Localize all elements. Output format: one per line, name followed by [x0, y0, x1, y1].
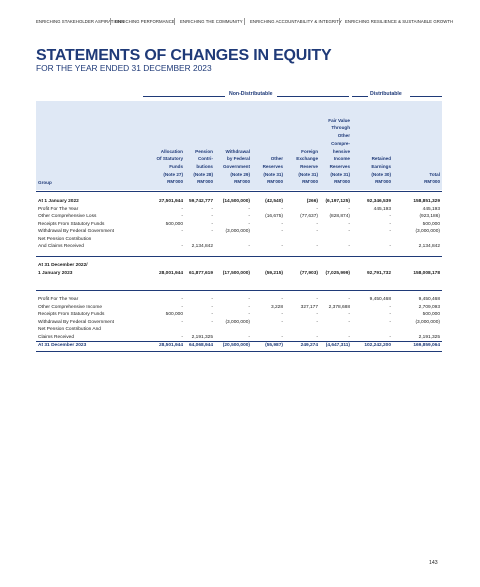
distributable-banner [352, 91, 442, 101]
table-cell: (55,987) [265, 343, 283, 348]
row-label: Net Pension Contribution And [38, 327, 101, 332]
table-cell: - [248, 214, 250, 219]
row-label: Receipts From Statutory Funds [38, 221, 105, 227]
table-cell: - [281, 229, 283, 234]
table-cell: - [211, 312, 213, 317]
non-distributable-banner [143, 91, 349, 101]
row-label: And Claims Received [38, 244, 84, 249]
table-cell: - [281, 334, 283, 340]
table-cell: (59,215) [265, 270, 283, 276]
table-cell: (7,025,999) [325, 270, 350, 276]
table-cell: (77,903) [300, 270, 318, 276]
table-cell: 500,000 [165, 312, 183, 317]
table-cell: - [389, 214, 391, 219]
table-cell: - [248, 206, 250, 212]
table-cell: 61,877,619 [188, 270, 213, 276]
non-distributable-label: Non-Distributable [229, 91, 273, 97]
column-header: Retained Earnings (Note 30) RM'000 [371, 156, 391, 185]
table-cell: 28,501,944 [158, 343, 183, 348]
table-cell: (266) [306, 199, 318, 204]
table-cell: 445,193 [422, 206, 440, 212]
table-cell: - [181, 319, 183, 325]
nav-item-performance[interactable]: ENRICHING PERFORMANCE [115, 19, 175, 24]
table-cell: - [211, 214, 213, 219]
table-cell: (3,000,000) [415, 319, 440, 325]
nav-item-accountability[interactable]: ENRICHING ACCOUNTABILITY & INTEGRITY [250, 19, 342, 24]
column-header: Allocation Of Statutory Funds (Note 27) RM'000 [156, 148, 183, 185]
table-cell: 2,134,842 [191, 244, 213, 249]
table-cell: 500,000 [422, 221, 440, 227]
table-cell: - [248, 244, 250, 249]
total-rule-top [36, 341, 442, 342]
table-cell: (42,540) [265, 199, 283, 204]
nav-divider [174, 18, 175, 25]
nav-divider [244, 18, 245, 25]
table-cell: - [181, 304, 183, 310]
table-cell: (14,500,000) [222, 199, 250, 204]
table-cell: (16,675) [265, 214, 283, 219]
table-cell: 27,501,944 [158, 199, 183, 204]
column-header: Total RM'000 [424, 171, 440, 185]
table-cell: (77,637) [300, 214, 318, 219]
table-cell: (3,000,000) [415, 229, 440, 234]
table-cell: - [348, 334, 350, 340]
table-cell: - [316, 244, 318, 249]
table-cell: (828,874) [329, 214, 350, 219]
table-cell: - [248, 297, 250, 302]
table-cell: 3,228 [270, 304, 283, 310]
top-navigation [0, 0, 480, 28]
table-cell: 92,346,539 [366, 199, 391, 204]
table-cell: - [181, 244, 183, 249]
table-cell: - [211, 304, 213, 310]
table-cell: - [316, 229, 318, 234]
table-cell: - [389, 312, 391, 317]
table-cell: - [316, 312, 318, 317]
table-cell: - [389, 221, 391, 227]
row-label: At 1 January 2022 [38, 199, 79, 204]
row-label: Net Pension Contribution [38, 236, 92, 242]
table-cell: - [281, 312, 283, 317]
table-cell: - [248, 304, 250, 310]
table-cell: - [316, 206, 318, 212]
table-cell: - [281, 297, 283, 302]
table-cell: (17,500,000) [222, 270, 250, 276]
table-cell: 102,242,200 [364, 343, 391, 348]
table-cell: 158,851,329 [413, 199, 440, 204]
table-cell: 59,742,777 [188, 199, 213, 204]
page-number: 143 [429, 560, 438, 566]
table-cell: - [316, 297, 318, 302]
table-cell: - [316, 319, 318, 325]
table-cell: 64,068,944 [188, 343, 213, 348]
table-cell: 445,193 [373, 206, 391, 212]
table-cell: - [316, 221, 318, 227]
section-rule [36, 256, 442, 257]
row-label: At 31 December 2023 [38, 343, 87, 348]
table-cell: (4,647,311) [325, 343, 350, 348]
nav-item-stakeholder[interactable]: ENRICHING STAKEHOLDER ASPIRATIONS [36, 19, 125, 24]
table-cell: 169,859,064 [413, 343, 440, 348]
table-cell: - [181, 206, 183, 212]
column-header: Withdrawal by Federal Government (Note 29) RM'000 [222, 148, 250, 185]
table-cell: - [181, 297, 183, 302]
table-cell: 28,001,944 [158, 270, 183, 276]
row-label: Withdrawal By Federal Government [38, 319, 114, 325]
table-cell: 500,000 [422, 312, 440, 317]
table-cell: - [281, 221, 283, 227]
table-cell: - [389, 319, 391, 325]
group-label: Group [38, 180, 52, 185]
table-cell: - [348, 297, 350, 302]
row-label: Receipts From Statutory Funds [38, 312, 105, 317]
table-cell: 158,008,178 [413, 270, 440, 276]
column-header: Foreign Exchange Reserve (Note 31) RM'000 [296, 148, 318, 185]
table-cell: 327,177 [300, 304, 318, 310]
table-cell: - [389, 244, 391, 249]
table-cell: 2,709,093 [418, 304, 440, 310]
column-header: Other Reserves (Note 31) RM'000 [262, 156, 283, 185]
table-cell: - [348, 244, 350, 249]
nav-divider [339, 18, 340, 25]
table-cell: - [348, 312, 350, 317]
table-cell: 9,450,468 [369, 297, 391, 302]
row-label: At 31 December 2022/ [38, 263, 88, 268]
row-label: Other Comprehensive Income [38, 304, 102, 310]
page-title: STATEMENTS OF CHANGES IN EQUITY [36, 47, 332, 64]
table-row [36, 244, 442, 252]
nav-item-community[interactable]: ENRICHING THE COMMUNITY [180, 19, 243, 24]
table-cell: - [211, 229, 213, 234]
table-cell: - [248, 221, 250, 227]
table-cell: - [389, 334, 391, 340]
table-cell: - [211, 221, 213, 227]
table-cell: - [181, 229, 183, 234]
table-cell: (3,000,000) [225, 319, 250, 325]
row-label: Other Comprehensive Loss [38, 214, 97, 219]
row-label: 1 January 2023 [38, 270, 73, 276]
nav-divider [110, 18, 111, 25]
column-header: Pension Contri- butions (Note 28) RM'000 [193, 148, 213, 185]
table-cell: - [211, 206, 213, 212]
table-cell: - [181, 334, 183, 340]
table-cell: - [281, 206, 283, 212]
table-cell: 9,450,468 [418, 297, 440, 302]
section-rule [36, 290, 442, 291]
row-label: Claims Received [38, 334, 74, 340]
nav-item-resilience[interactable]: ENRICHING RESILIENCE & SUSTAINABLE GROWTH [345, 19, 454, 24]
table-cell: (3,000,000) [225, 229, 250, 234]
header-rule [36, 191, 442, 192]
table-cell: - [248, 312, 250, 317]
table-cell: - [316, 334, 318, 340]
table-cell: (923,186) [419, 214, 440, 219]
table-cell: - [281, 319, 283, 325]
table-cell: 92,791,732 [366, 270, 391, 276]
page-subtitle: FOR THE YEAR ENDED 31 DECEMBER 2023 [36, 63, 212, 73]
table-cell: 2,134,842 [418, 244, 440, 249]
table-cell: 2,191,325 [191, 334, 213, 340]
table-cell: 2,378,688 [328, 304, 350, 310]
table-cell: - [348, 206, 350, 212]
table-cell: 249,274 [300, 343, 318, 348]
table-cell: 2,191,325 [418, 334, 440, 340]
table-cell: 500,000 [165, 221, 183, 227]
distributable-label: Distributable [370, 91, 402, 97]
table-cell: - [281, 244, 283, 249]
table-cell: - [181, 214, 183, 219]
row-label: Profit For The Year [38, 206, 79, 212]
table-cell: - [211, 297, 213, 302]
column-header: Fair Value Through Other Compre- hensive Income Reserves (Note 31) RM'000 [328, 117, 350, 185]
table-cell: - [348, 319, 350, 325]
table-cell: - [211, 319, 213, 325]
table-cell: - [248, 334, 250, 340]
row-label: Withdrawal By Federal Government [38, 229, 114, 234]
row-label: Profit For The Year [38, 297, 79, 302]
table-row [36, 271, 442, 279]
total-rule-bottom [36, 351, 442, 352]
table-cell: (6,197,125) [325, 199, 350, 204]
table-cell: - [389, 304, 391, 310]
table-cell: - [389, 229, 391, 234]
table-cell: - [348, 221, 350, 227]
table-cell: (20,500,000) [222, 343, 250, 348]
table-cell: - [348, 229, 350, 234]
